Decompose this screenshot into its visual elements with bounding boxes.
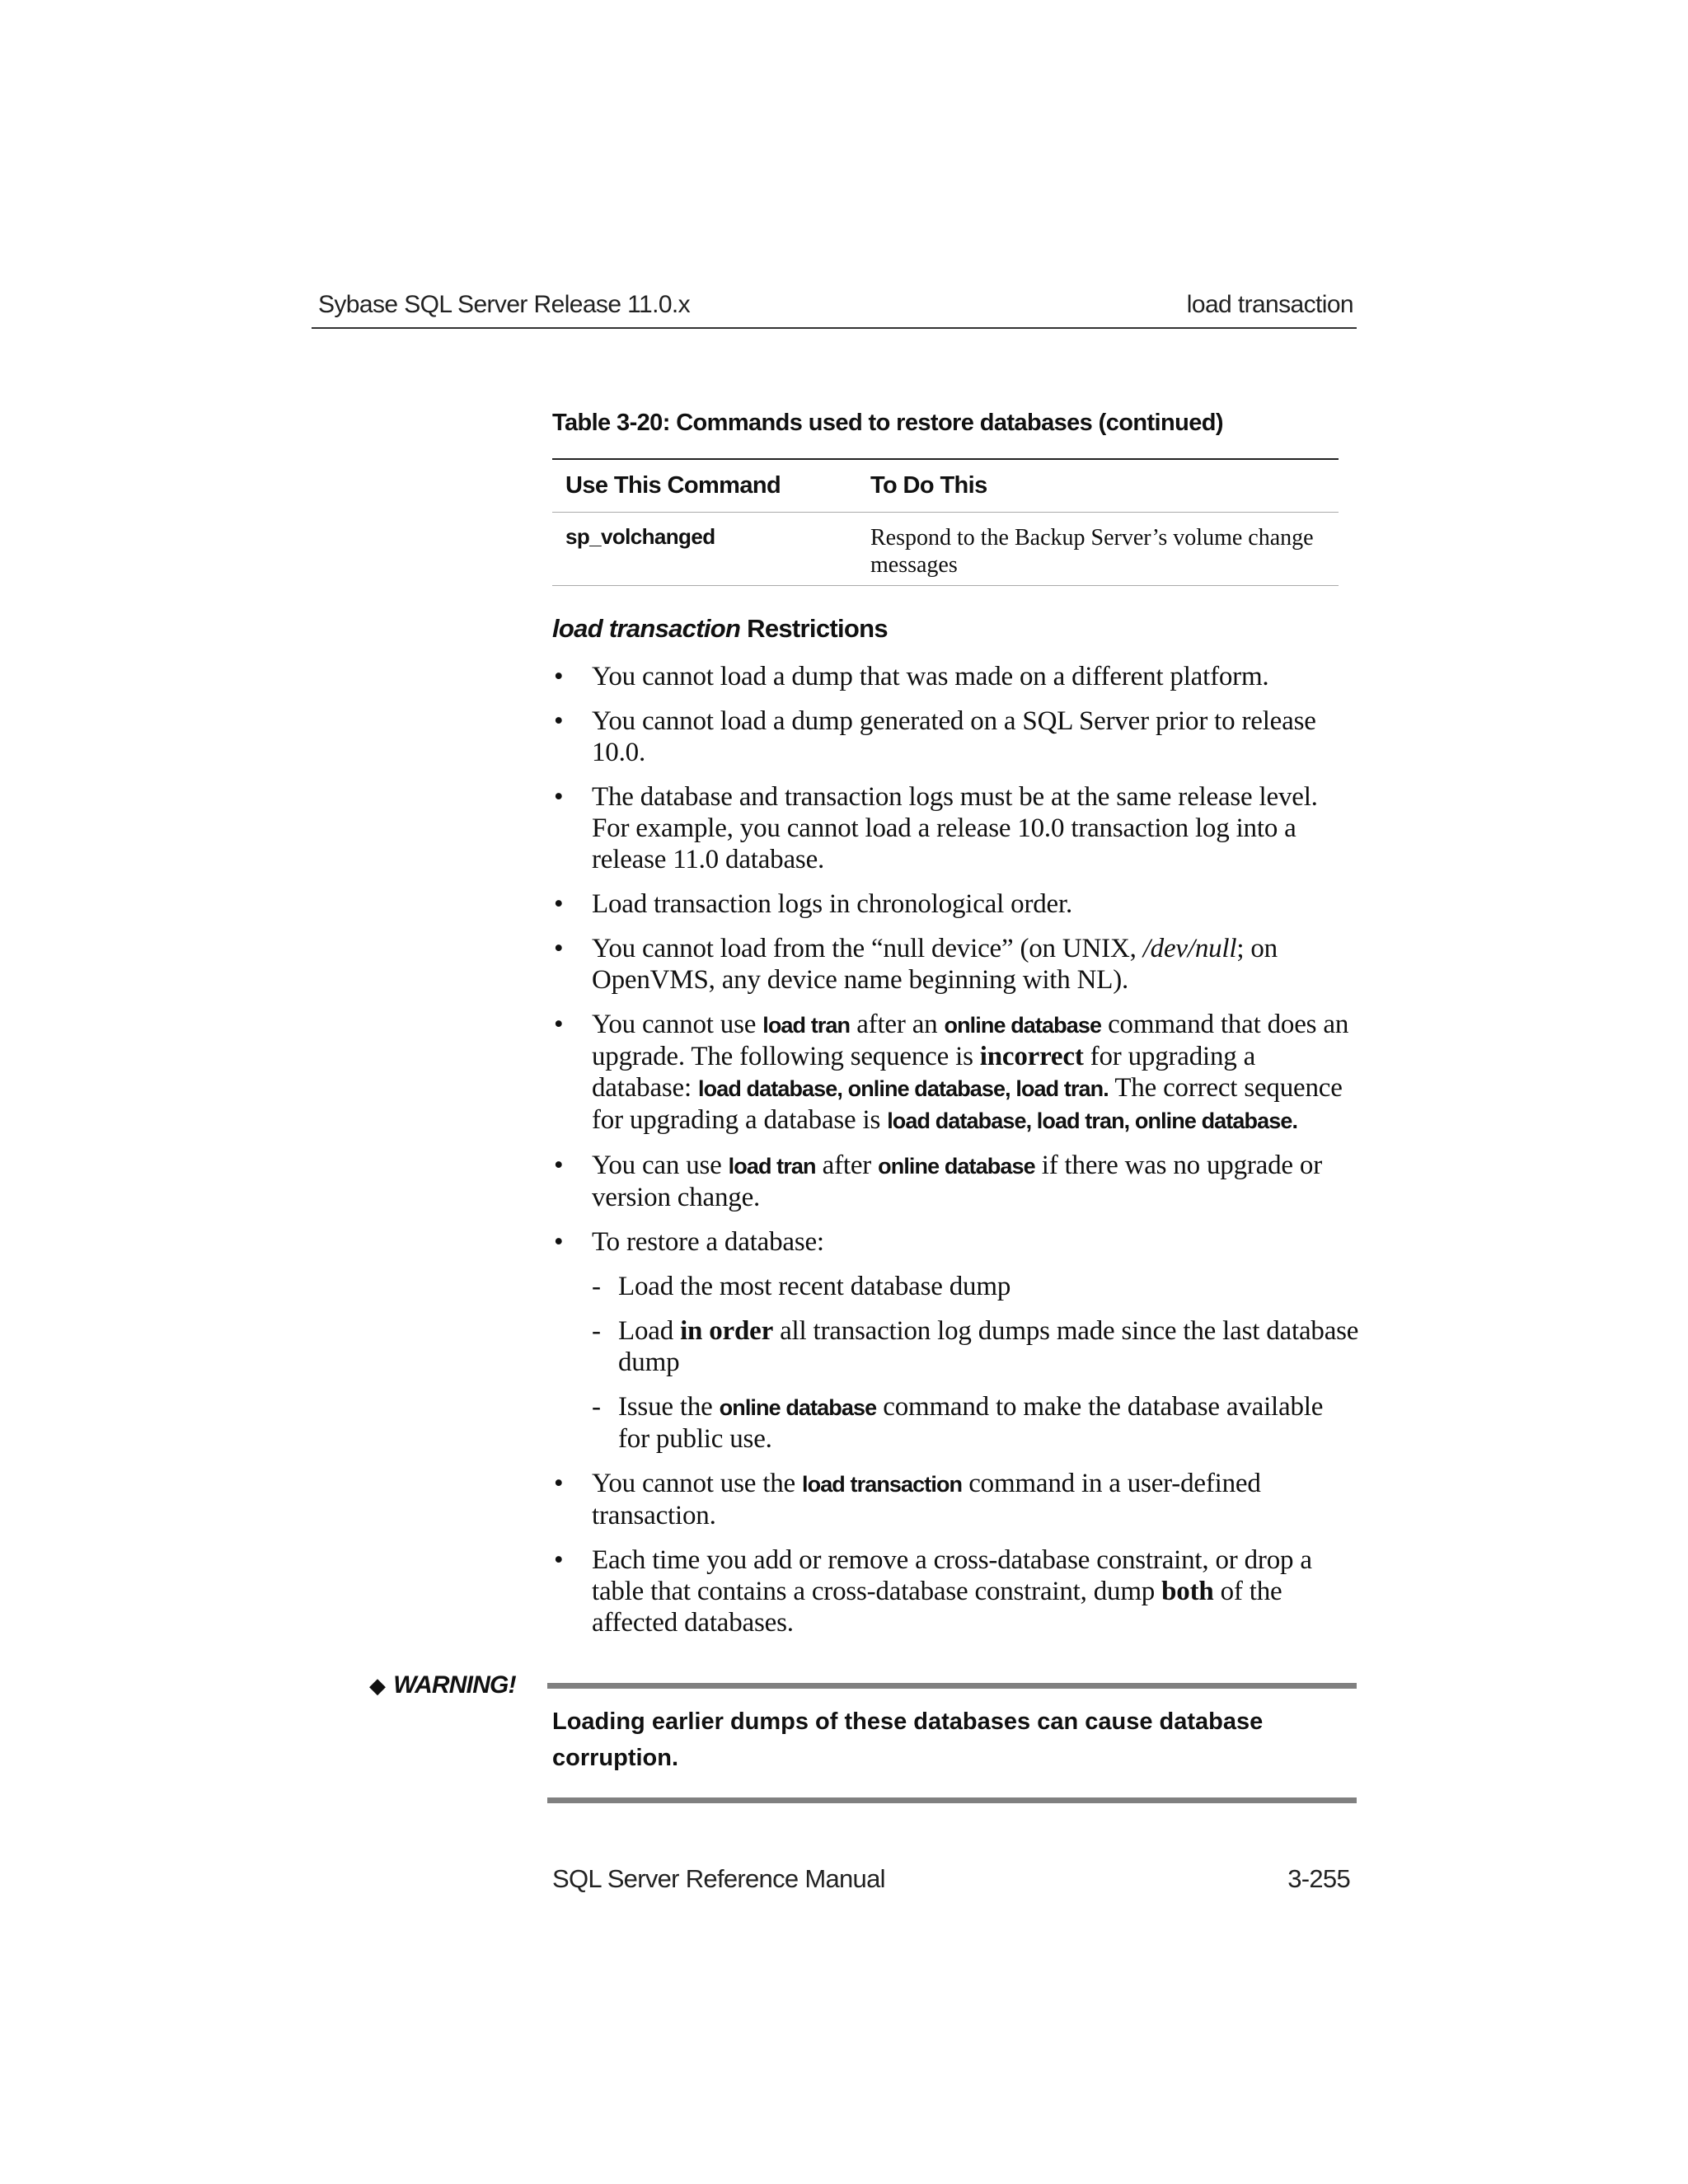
command-cell: sp_volchanged	[552, 512, 870, 585]
section-heading-command: load transaction	[552, 614, 741, 643]
running-header	[312, 284, 1357, 329]
emphasis: both	[1161, 1577, 1214, 1606]
header-section-title: load transaction	[1186, 291, 1353, 318]
item-text: Load the most recent database dump	[618, 1272, 1011, 1301]
section-heading	[552, 614, 888, 644]
column-header-command: Use This Command	[552, 459, 870, 512]
list-item	[552, 661, 1360, 692]
list-item	[552, 1544, 1360, 1638]
item-text: To restore a database:	[592, 1227, 824, 1257]
warning-text: Loading earlier dumps of these databases can cause database corruption.	[552, 1708, 1264, 1771]
item-text: command that does an upgrade. The following sequence is	[592, 1010, 1349, 1071]
restrictions-list	[552, 661, 1360, 1652]
sub-list-item	[592, 1315, 1360, 1378]
item-text: You cannot load from the “null device” (on UNIX,	[592, 934, 1143, 963]
item-text: You cannot use	[592, 1010, 763, 1039]
list-item	[552, 1468, 1360, 1531]
item-text: for upgrading a database:	[592, 1042, 1256, 1103]
item-text: all transaction log dumps made since the last database dump	[618, 1316, 1359, 1377]
item-text: command in a user-defined transaction.	[592, 1469, 1261, 1530]
warning-label-text: WARNING!	[393, 1671, 516, 1699]
item-text: ; on OpenVMS, any device name beginning with NL).	[592, 934, 1278, 995]
sub-list-item	[592, 1391, 1360, 1455]
inline-command: online database	[878, 1154, 1035, 1179]
item-text: Each time you add or remove a cross-database constraint, or drop a table that contains a cross-database constraint, dump	[592, 1545, 1312, 1606]
inline-command: load tran	[762, 1013, 851, 1038]
item-text: if there was no upgrade or version change.	[592, 1151, 1323, 1212]
item-text: You can use	[592, 1151, 729, 1180]
item-text: You cannot use the	[592, 1469, 802, 1498]
table-header-row	[552, 459, 1339, 512]
item-text: Load transaction logs in chronological order.	[592, 889, 1073, 919]
inline-command: online database	[719, 1395, 877, 1420]
table-row	[552, 512, 1339, 585]
page-number: 3-255	[1287, 1864, 1350, 1893]
emphasis: incorrect	[979, 1042, 1084, 1071]
item-text: Load	[618, 1316, 681, 1346]
list-item	[552, 1009, 1360, 1137]
diamond-icon: ◆	[369, 1673, 386, 1698]
list-item	[552, 1150, 1360, 1213]
list-item	[552, 781, 1360, 875]
list-item	[552, 1226, 1360, 1455]
inline-command: load tran	[728, 1154, 816, 1179]
sub-list-item	[592, 1271, 1360, 1302]
inline-command: load database, load tran, online database.	[887, 1108, 1298, 1133]
item-text: Issue the	[618, 1392, 720, 1422]
inline-command: load database, online database, load tran.	[698, 1076, 1109, 1101]
table-caption: Table 3-20: Commands used to restore databases (continued)	[552, 410, 1223, 436]
restore-steps-list	[592, 1271, 1360, 1455]
item-text: You cannot load a dump generated on a SQL Server prior to release 10.0.	[592, 706, 1316, 767]
item-text: The database and transaction logs must be at the same release level. For example, you cannot load a release 10.0 transaction log into a release 11.0 database.	[592, 782, 1318, 874]
inline-command: load transaction	[802, 1472, 963, 1497]
column-header-purpose: To Do This	[870, 459, 1339, 512]
device-path: /dev/null	[1142, 934, 1237, 963]
item-text: The correct sequence for upgrading a database is	[592, 1073, 1343, 1135]
section-heading-text: Restrictions	[740, 614, 888, 643]
warning-label	[369, 1671, 516, 1699]
list-item	[552, 933, 1360, 996]
footer-manual-title: SQL Server Reference Manual	[552, 1864, 885, 1893]
item-text: after	[815, 1151, 879, 1180]
restore-commands-table	[552, 458, 1339, 586]
header-product-title: Sybase SQL Server Release 11.0.x	[318, 291, 691, 318]
list-item	[552, 705, 1360, 768]
item-text: command to make the database available for public use.	[618, 1392, 1324, 1454]
list-item	[552, 888, 1360, 920]
emphasis: in order	[680, 1316, 774, 1346]
item-text: You cannot load a dump that was made on a different platform.	[592, 662, 1269, 691]
description-cell: Respond to the Backup Server’s volume change messages	[870, 512, 1339, 585]
inline-command: online database	[944, 1013, 1102, 1038]
item-text: of the affected databases.	[592, 1577, 1282, 1638]
warning-box	[547, 1683, 1357, 1803]
item-text: after an	[850, 1010, 945, 1039]
